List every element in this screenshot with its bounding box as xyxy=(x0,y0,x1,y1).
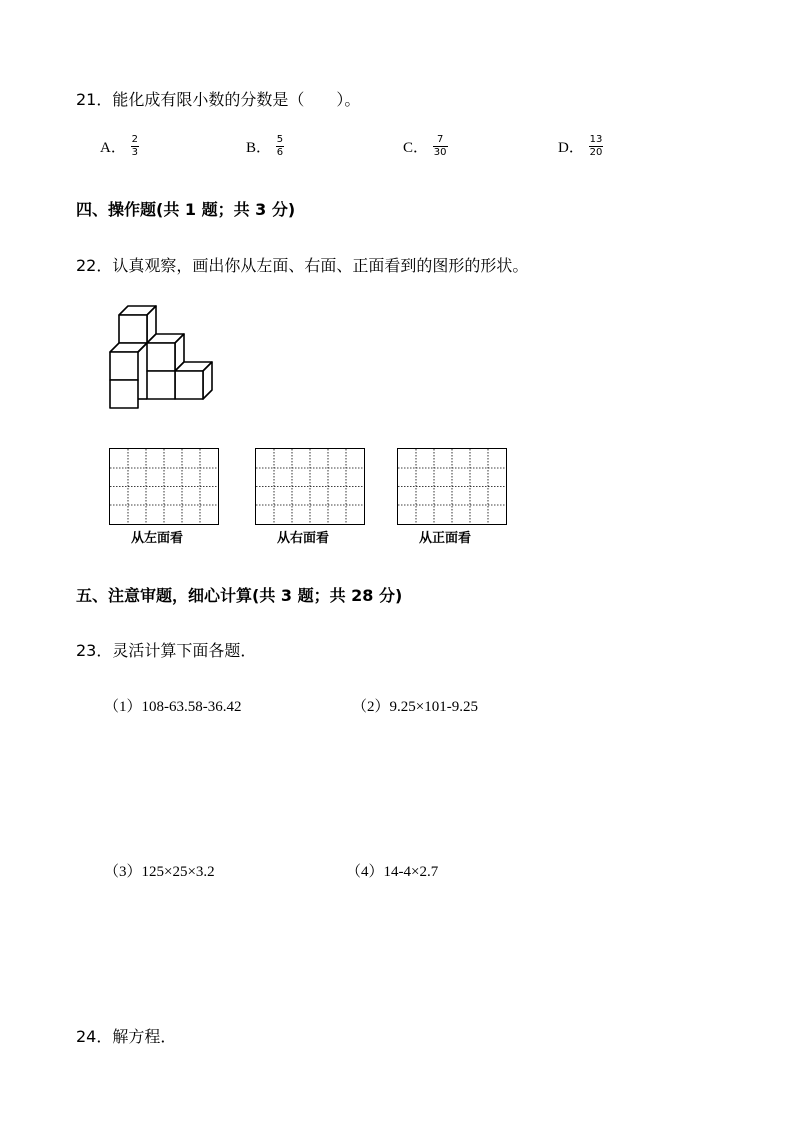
question-text: 能化成有限小数的分数是（ ）。 xyxy=(112,90,361,109)
section-4-title: 四、操作题(共 1 题；共 3 分) xyxy=(76,200,296,219)
option-b[interactable] xyxy=(246,134,284,159)
section-5-title: 五、注意审题，细心计算(共 3 题；共 28 分) xyxy=(76,586,403,605)
cube-stack-figure xyxy=(100,300,220,415)
question-24 xyxy=(76,1024,176,1047)
question-number: 22． xyxy=(76,256,113,275)
item-expression: 9.25×101-9.25 xyxy=(389,699,478,715)
item-expression: 125×25×3.2 xyxy=(141,864,215,880)
denominator: 6 xyxy=(276,147,284,158)
question-text: 认真观察，画出你从左面、右面、正面看到的图形的形状。 xyxy=(112,256,529,275)
grid-caption: 从右面看 xyxy=(277,531,330,546)
question-text: 解方程． xyxy=(112,1027,177,1046)
calc-item-2 xyxy=(352,695,478,716)
grid-right-view[interactable] xyxy=(255,448,365,525)
numerator: 7 xyxy=(433,134,448,147)
item-label: （3） xyxy=(104,864,142,880)
question-text: 灵活计算下面各题． xyxy=(112,641,257,660)
grid-front-view[interactable] xyxy=(397,448,507,525)
grid-left-view[interactable] xyxy=(109,448,219,525)
option-d[interactable] xyxy=(558,134,603,159)
fraction xyxy=(589,134,604,159)
question-number: 21． xyxy=(76,90,113,109)
question-21 xyxy=(76,87,360,110)
item-expression: 14-4×2.7 xyxy=(383,864,439,880)
fraction xyxy=(131,134,139,159)
item-label: （4） xyxy=(346,864,384,880)
grid-caption: 从左面看 xyxy=(131,531,184,546)
calc-item-1 xyxy=(104,695,242,716)
option-c[interactable] xyxy=(403,134,448,159)
numerator: 5 xyxy=(276,134,284,145)
option-a[interactable] xyxy=(100,134,139,159)
question-number: 24． xyxy=(76,1027,113,1046)
fraction xyxy=(276,134,284,159)
fraction xyxy=(433,134,448,159)
item-label: （1） xyxy=(104,699,142,715)
option-letter: B． xyxy=(246,140,272,156)
question-number: 23． xyxy=(76,641,113,660)
numerator: 13 xyxy=(589,134,603,145)
numerator: 2 xyxy=(131,134,138,145)
denominator: 20 xyxy=(589,147,603,158)
option-letter: D． xyxy=(558,140,584,156)
option-letter: C． xyxy=(403,140,429,156)
item-label: （2） xyxy=(352,699,390,715)
option-letter: A． xyxy=(100,140,126,156)
denominator: 3 xyxy=(131,147,138,158)
item-expression: 108-63.58-36.42 xyxy=(141,699,242,715)
grid-caption: 从正面看 xyxy=(419,531,472,546)
question-23 xyxy=(76,638,256,661)
denominator: 30 xyxy=(433,147,447,158)
question-22 xyxy=(76,253,528,276)
calc-item-3 xyxy=(104,860,215,881)
calc-item-4 xyxy=(346,860,438,881)
